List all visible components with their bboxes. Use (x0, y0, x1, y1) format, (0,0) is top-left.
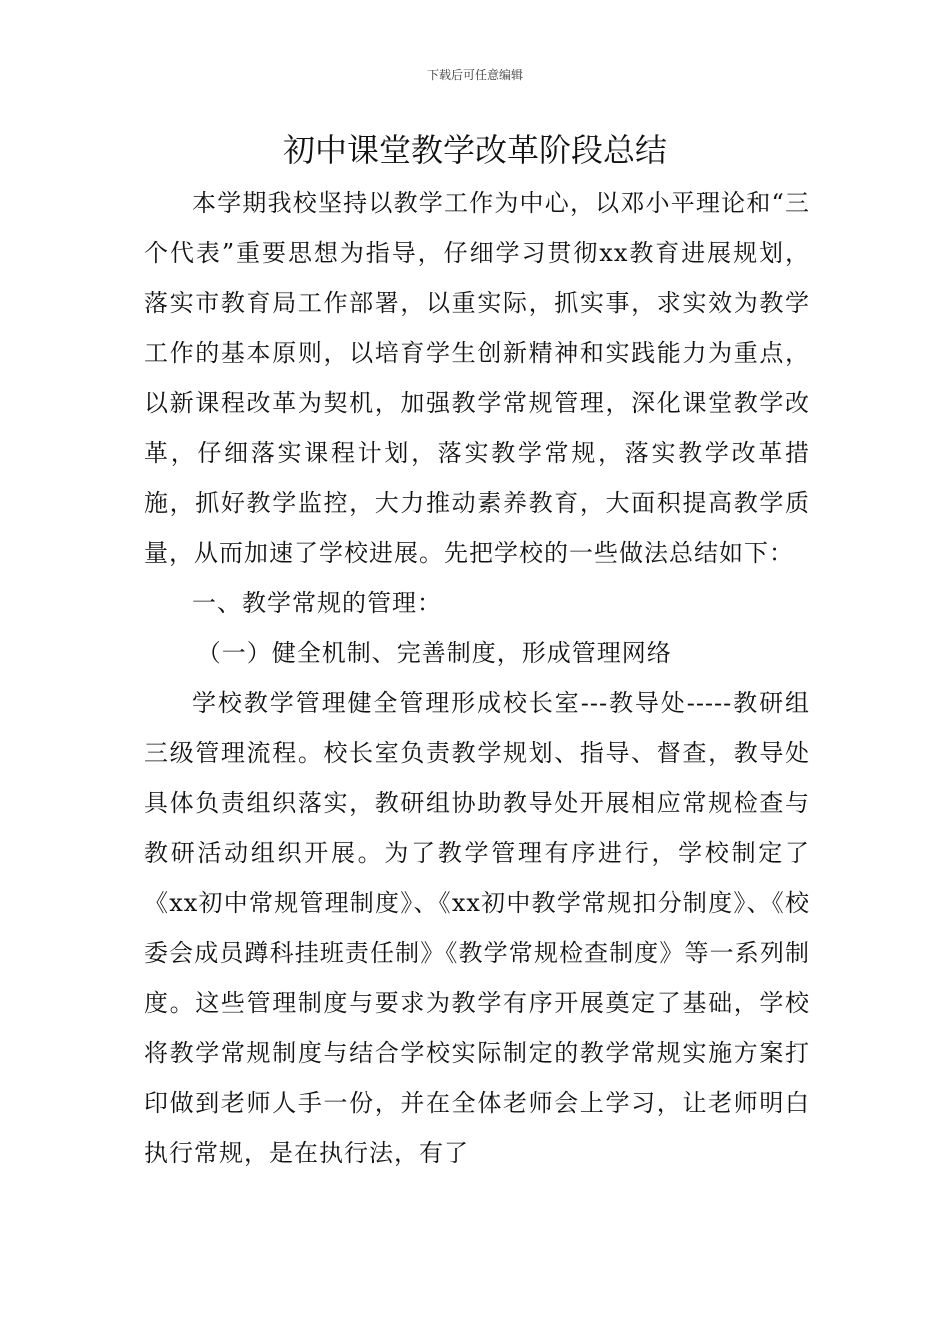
header-note: 下载后可任意编辑 (426, 68, 523, 82)
section-heading: 一、教学常规的管理： (192, 589, 442, 617)
section-body-paragraph: 学校教学管理健全管理形成校长室---教导处-----教研组三级管理流程。校长室负责教学规划、指导、督查，教导处具体负责组织落实，教研组协助教导处开展相应常规检查与教研活动组织开展。为了教学管理有序进行，学校制定了《xx初中常规管理制度》、《xx初中教学常规扣分制度》、《校委会成员蹲科挂班责任制》《教学常规检查制度》等一系列制度。这些管理制度与要求为教学有序开展奠定了基础，学校将教学常规制度与结合学校实际制定的教学常规实施方案打印做到老师人手一份，并在全体老师会上学习，让老师明白执行常规，是在执行法，有了 (144, 689, 810, 1167)
document-body (144, 178, 810, 1178)
intro-paragraph: 本学期我校坚持以教学工作为中心，以邓小平理论和“三个代表”重要思想为指导，仔细学习贯彻xx教育进展规划，落实市教育局工作部署，以重实际，抓实事，求实效为教学工作的基本原则，以培育学生创新精神和实践能力为重点，以新课程改革为契机，加强教学常规管理，深化课堂教学改革，仔细落实课程计划，落实教学常规，落实教学改革措施，抓好教学监控，大力推动素养教育，大面积提高教学质量，从而加速了学校进展。先把学校的一些做法总结如下： (144, 189, 810, 567)
document-title: 初中课堂教学改革阶段总结 (282, 131, 667, 169)
subsection-heading: （一）健全机制、完善制度，形成管理网络 (196, 639, 672, 667)
